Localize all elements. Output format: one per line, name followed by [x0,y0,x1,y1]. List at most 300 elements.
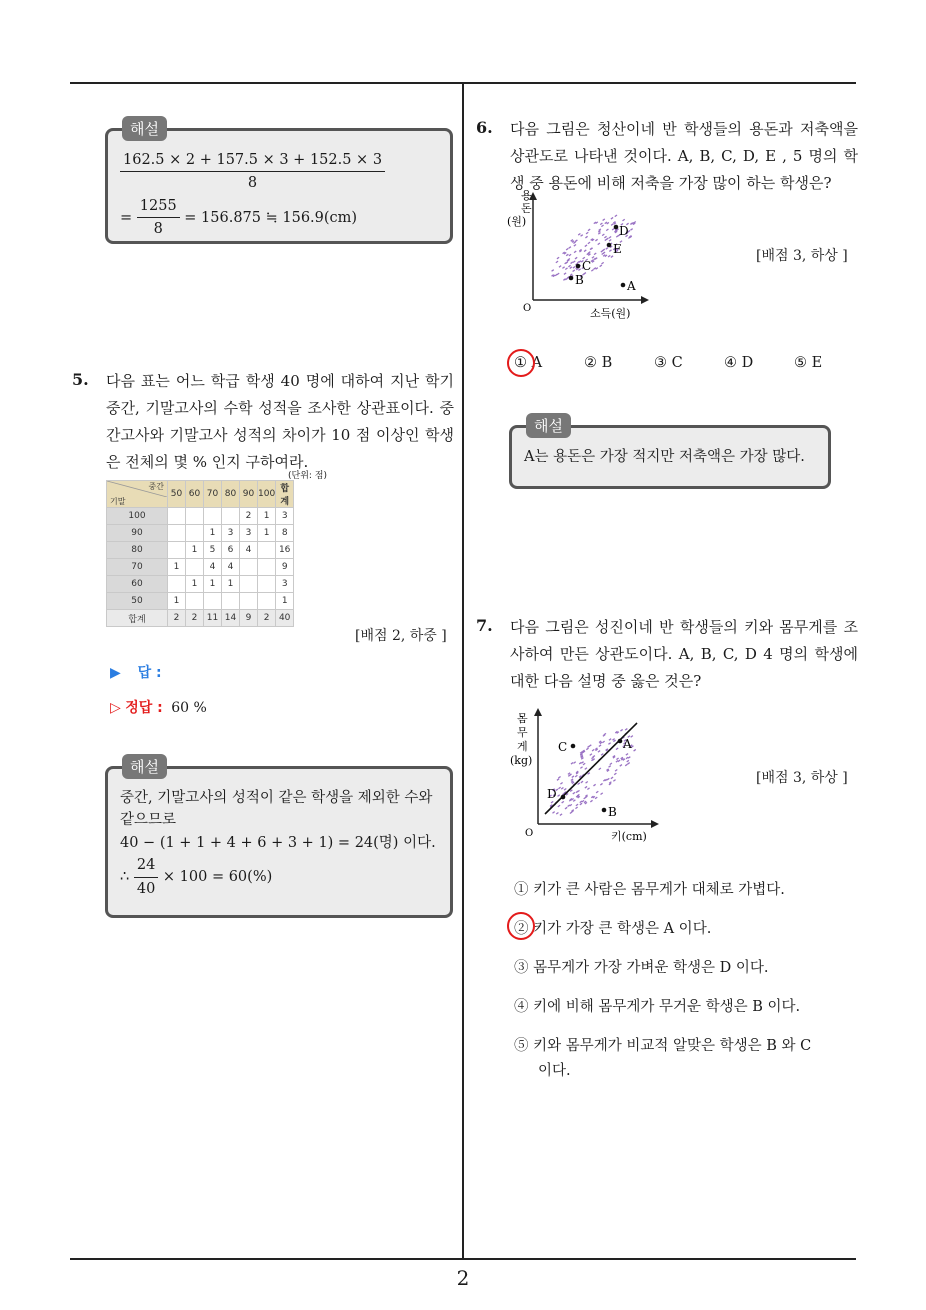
option-3[interactable]: ③ 몸무게가 가장 가벼운 학생은 D 이다. [514,960,769,976]
label-D: D [619,224,629,238]
scatter-dash [602,253,604,255]
scatter-dash [562,801,564,803]
col-header: 70 [204,481,222,508]
scatter-dash [613,780,615,782]
row-header: 50 [107,593,168,610]
scatter-dash [564,789,566,791]
scatter-dash [605,239,607,241]
scatter-dash [620,729,622,731]
scatter-dash [557,257,559,259]
scatter-dash [598,233,600,235]
scatter-dash [571,779,573,781]
table-cell: 4 [222,559,240,576]
scatter-dash [612,739,614,741]
option-5-continued: 이다. [538,1063,571,1079]
scatter-dash [574,244,576,246]
scatter-dash [609,783,611,785]
table-cell: 1 [222,576,240,593]
answer-label: 답 : [137,665,162,681]
y-axis-arrow [534,708,542,716]
table-cell [240,593,258,610]
label-A: A [627,279,636,293]
table-row [107,559,294,576]
scatter-dash [581,781,583,783]
scatter-dash [614,773,616,775]
table-cell: 40 [276,610,294,627]
point-D [614,225,619,230]
table-cell: 3 [222,525,240,542]
col-header: 50 [168,481,186,508]
scatter-dash [594,253,596,255]
svg-text:게: 게 [517,740,528,753]
solution-box-5 [105,758,453,918]
scatter-dash [616,748,618,750]
option-5[interactable]: ⑤ 키와 몸무게가 비교적 알맞은 학생은 B 와 C [514,1038,812,1054]
solution-line: 40 − (1 + 1 + 4 + 6 + 3 + 1) = 24(명) 이다. [120,834,436,851]
scatter-dash [573,242,575,244]
scatter-dash [611,256,613,258]
origin-label: O [525,828,534,839]
scatter-dash [588,242,590,244]
table-cell: 1 [258,525,276,542]
scatter-dash [562,267,564,269]
scatter-dash [573,266,575,268]
x-axis-arrow [651,820,659,828]
scatter-dash [569,247,571,249]
table-unit: (단위: 점) [288,471,327,481]
scatter-dash [573,270,575,272]
table-cell [186,525,204,542]
scatter-dash [565,807,567,809]
scatter-dash [606,229,608,231]
scatter-dash [609,240,611,242]
option-4[interactable]: ④ D [724,355,754,371]
scatter-dash [573,792,575,794]
scatter-dash [626,754,628,756]
scatter-dash [598,751,600,753]
table-cell: 1 [204,576,222,593]
row-header: 60 [107,576,168,593]
table-cell: 3 [240,525,258,542]
table-cell [186,559,204,576]
label-C: C [558,740,568,754]
scatter-dash [630,229,632,231]
scatter-dash [574,762,576,764]
scatter-dash [585,245,587,247]
solution-line: 같으므로 [120,812,177,829]
scatter-dash [606,248,608,250]
scatter-dash [634,222,636,224]
scatter-dash [581,235,583,237]
scatter-dash [570,790,572,792]
scatter-dash [585,786,587,788]
table-row [107,610,294,627]
table-cell [258,559,276,576]
scatter-dash [571,762,573,764]
scatter-dash [599,229,601,231]
scatter-dash [552,812,554,814]
scatter-dash [611,217,613,219]
table-cell: 6 [222,542,240,559]
svg-text:(kg): (kg) [510,754,533,767]
scatter-dash [603,735,605,737]
question-6-text: 다음 그림은 청산이네 반 학생들의 용돈과 저축액을 상관도로 나타낸 것이다. A, B, C, D, E , 5 명의 학생 중 용돈에 비해 저축을 가장 많이 하는 학생은? [510,120,858,192]
scatter-dash [568,773,570,775]
row-header: 100 [107,508,168,525]
scatter-dash [581,762,583,764]
scatter-dash [565,268,567,270]
scatter-dash [586,232,588,234]
table-cell: 16 [276,542,294,559]
question-7-meta: [배점 3, 하상 ] [756,770,848,786]
scatter-dash [558,776,560,778]
question-7-text: 다음 그림은 성진이네 반 학생들의 키와 몸무게를 조사하여 만든 상관도이다. A, B, C, D 4 명의 학생에 대한 다음 설명 중 옳은 것은? [510,618,858,690]
col-header: 80 [222,481,240,508]
scatter-dash [575,775,577,777]
scatter-dash [611,777,613,779]
scatter-dash [590,248,592,250]
scatter-dash [570,267,572,269]
scatter-dash [595,797,597,799]
point-C [571,744,576,749]
scatter-dash [588,229,590,231]
scatter-dash [572,241,574,243]
solution-box-6 [509,417,831,489]
scatter-dash [600,783,602,785]
scatter-dash [592,257,594,259]
question-6-number: 6. [476,118,493,137]
scatter-dash [571,240,573,242]
scatter-dash [556,261,558,263]
scatter-dash [551,801,553,803]
scatter-dash [575,240,577,242]
scatter-dash [570,804,572,806]
scatter-dash [565,262,567,264]
scatter-dash [601,225,603,227]
answer-circle-mark [507,912,535,940]
solution-body: A는 용돈은 가장 적지만 저축액은 가장 많다. [524,449,805,465]
scatter-dash [634,749,636,751]
x-label: 키(cm) [611,830,647,843]
table-cell: 9 [276,559,294,576]
x-axis-arrow [641,296,649,304]
scatter-dash [596,791,598,793]
scatter-dash [558,787,560,789]
scatter-dash [575,257,577,259]
scatter-dash [610,763,612,765]
scatter-dash [601,754,603,756]
scatter-dash [580,767,582,769]
point-C [576,264,581,269]
scatter-dash [609,766,611,768]
correct-answer-line [110,697,207,717]
scatter-dash [623,219,625,221]
scatter-dash [628,763,630,765]
point-B [602,808,607,813]
table-cell: 11 [204,610,222,627]
scatter-dash [603,219,605,221]
scatter-dash [609,237,611,239]
table-cell: 2 [168,610,186,627]
table-cell: 2 [186,610,204,627]
scatter-dash [608,255,610,257]
scatter-plot-allowance [505,190,655,325]
table-cell: 4 [204,559,222,576]
row-header: 90 [107,525,168,542]
scatter-dash [586,748,588,750]
label-E: E [613,242,622,256]
scatter-dash [572,776,574,778]
solution-formula: ∴ $\frac{24}{40}$ × 100 = 60(%) [120,854,440,900]
row-header: 70 [107,559,168,576]
table-cell: 1 [186,542,204,559]
table-cell: 2 [258,610,276,627]
table-cell [222,593,240,610]
solution-box-4 [105,120,453,244]
scatter-dash [589,745,591,747]
scatter-dash [580,803,582,805]
table-cell [258,542,276,559]
column-divider [462,82,464,1258]
table-corner: 중간 기말 [107,481,168,508]
point-D [561,795,566,800]
table-cell: 1 [204,525,222,542]
table-cell [240,559,258,576]
scatter-dash [569,254,571,256]
table-cell: 4 [240,542,258,559]
scatter-dash [593,784,595,786]
scatter-dash [590,754,592,756]
scatter-dash [616,758,618,760]
scatter-dash [561,788,563,790]
scatter-dash [603,249,605,251]
scatter-dash [613,740,615,742]
question-6-meta: [배점 3, 하상 ] [756,248,848,264]
scatter-dash [560,783,562,785]
table-cell: 2 [240,508,258,525]
play-icon: ▶ [110,665,121,681]
table-cell [240,576,258,593]
table-cell: 1 [276,593,294,610]
scatter-dash [590,800,592,802]
formula-1 [120,149,440,195]
svg-text:돈: 돈 [521,202,532,215]
scatter-dash [582,800,584,802]
scatter-dash [557,779,559,781]
scatter-dash [600,223,602,225]
table-row [107,576,294,593]
scatter-dash [566,254,568,256]
y-label: 용 [521,190,532,202]
table-cell [168,508,186,525]
col-header: 100 [258,481,276,508]
question-7-number: 7. [476,616,493,635]
correlation-table [106,480,294,627]
scatter-dash [578,783,580,785]
label-D: D [547,787,557,801]
scatter-dash [593,756,595,758]
scatter-dash [556,812,558,814]
correct-value: 60 % [171,700,207,716]
scatter-dash [615,770,617,772]
label-A: A [623,737,632,751]
formula-denominator: 8 [247,175,258,192]
row-header: 80 [107,542,168,559]
scatter-dash [609,739,611,741]
scatter-dash [584,250,586,252]
scatter-dash [601,262,603,264]
table-cell [222,508,240,525]
col-header: 90 [240,481,258,508]
option-2[interactable]: ② B [584,355,613,371]
solution-tag: 해설 [122,116,167,141]
scatter-dash [602,741,604,743]
point-A [618,739,623,744]
table-cell: 1 [258,508,276,525]
scatter-dash [615,215,617,217]
scatter-dash [558,805,560,807]
table-cell: 5 [204,542,222,559]
table-row [107,525,294,542]
scatter-dash [599,745,601,747]
scatter-dash [608,743,610,745]
table-row [107,508,294,525]
solution-body [120,149,440,241]
table-cell: 8 [276,525,294,542]
table-cell: 1 [168,559,186,576]
scatter-dash [560,814,562,816]
question-5-text: 다음 표는 어느 학급 학생 40 명에 대하여 지난 학기 중간, 기말고사의 수학 성적을 조사한 상관표이다. 중간고사와 기말고사 성적의 차이가 10 점 이상인 학생은 전체의 몇 % 인지 구하여라. [106,372,454,471]
scatter-dash [576,804,578,806]
scatter-dash [601,793,603,795]
scatter-dash [598,243,600,245]
scatter-dash [558,795,560,797]
point-E [607,243,612,248]
table-cell: 3 [276,508,294,525]
scatter-dash [563,279,565,281]
table-cell [204,508,222,525]
scatter-dash [605,779,607,781]
scatter-dash [620,765,622,767]
scatter-dash [599,768,601,770]
table-cell: 3 [276,576,294,593]
option-1[interactable]: ① 키가 큰 사람은 몸무게가 대체로 가볍다. [514,882,785,898]
point-B [569,276,574,281]
scatter-dash [580,801,582,803]
origin-label: O [523,303,532,314]
scatter-dash [573,261,575,263]
scatter-dash [604,236,606,238]
solution-line: 중간, 기말고사의 성적이 같은 학생을 제외한 수와 [120,790,433,806]
answer-circle-mark [507,349,535,377]
scatter-dash [600,265,602,267]
scatter-dash [611,224,613,226]
scatter-dash [552,270,554,272]
scatter-dash [598,231,600,233]
scatter-dash [591,270,593,272]
scatter-dash [627,760,629,762]
table-cell [186,508,204,525]
point-A [621,283,626,288]
solution-tag: 해설 [122,754,167,779]
scatter-dash [569,774,571,776]
scatter-dash [586,781,588,783]
scatter-dash [602,234,604,236]
option-4[interactable]: ④ 키에 비해 몸무게가 무거운 학생은 B 이다. [514,999,801,1015]
scatter-dash [625,729,627,731]
scatter-dash [592,749,594,751]
scatter-dash [618,760,620,762]
scatter-dash [579,762,581,764]
scatter-dash [575,807,577,809]
table-cell: 1 [168,593,186,610]
table-cell [204,593,222,610]
scatter-dash [578,233,580,235]
scatter-dash [573,800,575,802]
label-B: B [608,805,617,819]
svg-text:무: 무 [517,726,528,739]
formula-numerator: 162.5 × 2 + 157.5 × 3 + 152.5 × 3 [120,149,385,172]
label-C: C [582,259,592,273]
solution-tag: 해설 [526,413,571,438]
solution-body [120,787,440,900]
svg-text:(원): (원) [507,215,527,228]
question-5-number: 5. [72,370,89,389]
option-2[interactable]: ② 키가 가장 큰 학생은 A 이다. [514,921,712,937]
table-cell [168,542,186,559]
scatter-dash [571,262,573,264]
scatter-dash [566,248,568,250]
scatter-dash [588,773,590,775]
scatter-dash [587,788,589,790]
row-header: 합계 [107,610,168,627]
question-5-meta: [배점 2, 하중 ] [355,628,447,644]
table-cell: 14 [222,610,240,627]
scatter-dash [612,228,614,230]
table-cell [168,525,186,542]
scatter-dash [628,757,630,759]
formula-2: = $\frac{1255}{8}$ = 156.875 ≒ 156.9(cm) [120,195,440,241]
scatter-dash [585,768,587,770]
outline-play-icon: ▷ [110,700,121,716]
table-row [107,542,294,559]
table-cell [186,593,204,610]
bottom-rule [70,1258,856,1260]
answer-line [110,662,162,682]
option-1[interactable]: ① A [514,355,543,371]
table-cell [258,576,276,593]
scatter-dash [585,236,587,238]
table-cell: 1 [186,576,204,593]
x-label: 소득(원) [590,307,631,320]
scatter-dash [625,764,627,766]
scatter-dash [564,273,566,275]
page-number: 2 [456,1266,470,1290]
table-cell [258,593,276,610]
label-B: B [575,273,584,287]
scatter-dash [568,265,570,267]
y-label: 몸 [517,712,528,725]
scatter-dash [574,251,576,253]
scatter-dash [595,239,597,241]
col-header-total: 합계 [276,481,294,508]
option-3[interactable]: ③ C [654,355,683,371]
col-header: 60 [186,481,204,508]
option-5[interactable]: ⑤ E [794,355,823,371]
scatter-plot-height-weight [505,706,665,846]
table-row [107,593,294,610]
table-cell: 9 [240,610,258,627]
